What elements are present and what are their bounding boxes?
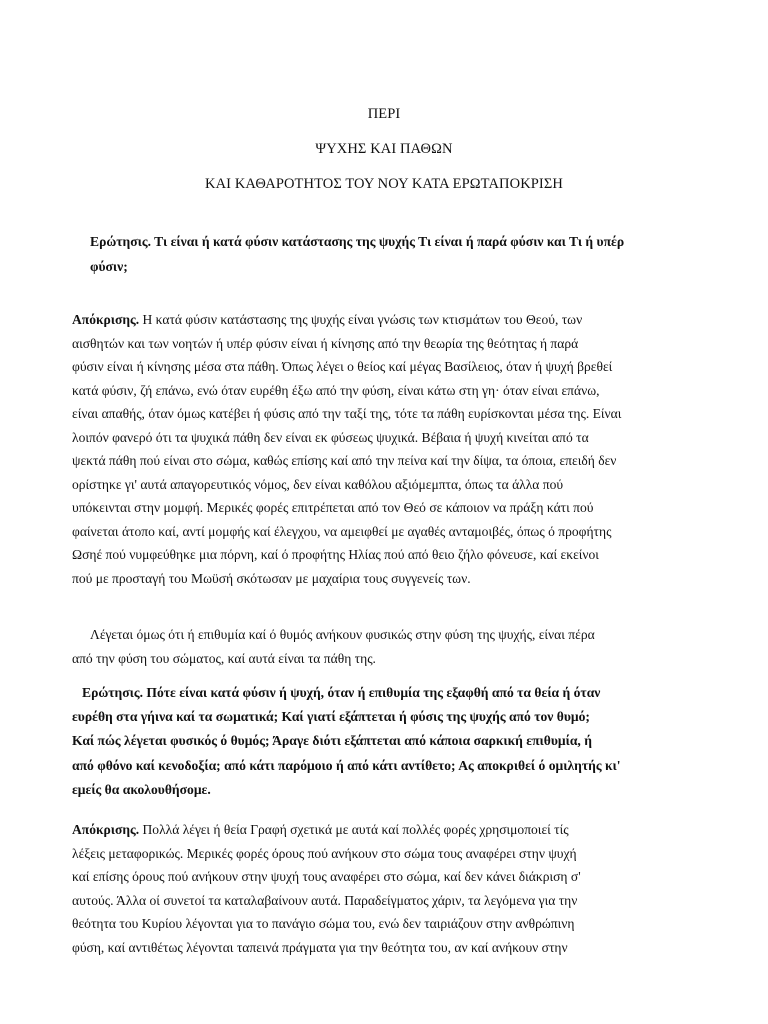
answer-1-line: πού με προσταγή του Μωϋσή σκότωσαν με μαχαίρια τους συγγενείς των.: [72, 571, 471, 587]
answer-2: [72, 818, 696, 959]
title-line-2: ΨΥΧΗΣ ΚΑΙ ΠΑΘΩΝ: [315, 141, 453, 157]
question-2: [72, 681, 696, 802]
title-line-3: ΚΑΙ ΚΑΘΑΡΟΤΗΤΟΣ ΤΟΥ ΝΟΥ ΚΑΤΑ ΕΡΩΤΑΠΟΚΡΙΣΗ: [205, 176, 563, 192]
question-1-line: φύσιν;: [90, 258, 128, 274]
question-2-line: από φθόνο καί κενοδοξία; από κάτι παρόμοιο ή από κάτι αντίθετο; Ας αποκριθεί ό ομιλητής κι': [72, 757, 621, 773]
answer-2-line: καί επίσης όρους πού ανήκουν στην ψυχή τους αναφέρει στο σώμα, καί δεν κάνει διάκριση σ': [72, 869, 581, 885]
answer-1-line: [72, 308, 696, 332]
answer-2-line: θεότητα του Κυρίου λέγονται για το πανάγιο σώμα του, ενώ δεν ταιριάζουν στην ανθρώπινη: [72, 916, 575, 932]
answer-1-line: λοιπόν φανερό ότι τα ψυχικά πάθη δεν είναι εκ φύσεως ψυχικά. Βέβαια ή ψυχή κινείται από τα: [72, 429, 589, 445]
answer-1-line: φαίνεται άτοπο καί, αντί μομφής καί έλεγχου, να αμειφθεί με αγαθές ανταμοιβές, όπως ό προφήτης: [72, 523, 612, 539]
question-2-line: εμείς θα ακολουθήσομε.: [72, 781, 211, 797]
title-line-1: ΠΕΡΙ: [367, 106, 401, 122]
answer-1-line: κατά φύσιν, ζή επάνω, ενώ όταν ευρέθη έξω από την φύση, είναι κάτω στη γη· όταν είναι επάνω,: [72, 382, 600, 398]
answer-1-line: Ωσηέ πού νυμφεύθηκε μια πόρνη, καί ό προφήτης Ηλίας πού από θειο ζήλο φόνευσε, καί εκείνοι: [72, 547, 599, 563]
question-1: [90, 230, 700, 279]
paragraph-2: [72, 623, 696, 670]
answer-2-line: φύση, καί αντιθέτως λέγονται ταπεινά πράγματα για την θεότητα του, αν καί ανήκουν στην: [72, 939, 568, 955]
answer-1-line: είναι απαθής, όταν όμως κατέβει ή φύσις από την ταξί της, τότε τα πάθη ευρίσκονται μέσα της. Είναι: [72, 406, 622, 422]
answer-1-line: ψεκτά πάθη πού είναι στο σώμα, καθώς επίσης καί από την πείνα καί την δίψα, τα όποια, επειδή δεν: [72, 453, 617, 469]
answer-1-line: αισθητών και των νοητών ή υπέρ φύσιν είναι ή κίνησης από την θεωρία της θεότητας ή παρά: [72, 335, 579, 351]
answer-2-line: [72, 818, 696, 842]
answer-1: [72, 308, 696, 591]
question-2-line: Ερώτησις. Πότε είναι κατά φύσιν ή ψυχή, όταν ή επιθυμία της εξαφθή από τα θεία ή όταν: [82, 685, 601, 700]
question-1-line: Ερώτησις. Τι είναι ή κατά φύσιν κατάστασης της ψυχής Τι είναι ή παρά φύσιν και Τι ή υπέρ: [90, 234, 625, 249]
answer-1-line: ορίστηκε γι' αυτά απαγορευτικός νόμος, δεν είναι καθόλου αξιόμεμπτα, όπως τα άλλα πού: [72, 476, 564, 492]
answer-1-label: Απόκρισης.: [72, 312, 140, 327]
answer-2-line-text: Πολλά λέγει ή θεία Γραφή σχετικά με αυτά καί πολλές φορές χρησιμοποιεί τίς: [139, 822, 569, 837]
paragraph-2-line: Λέγεται όμως ότι ή επιθυμία καί ό θυμός ανήκουν φυσικώς στην φύση της ψυχής, είναι πέρα: [90, 627, 595, 642]
answer-2-line: λέξεις μεταφορικώς. Μερικές φορές όρους πού ανήκουν στο σώμα τους αναφέρει στην ψυχή: [72, 845, 577, 861]
answer-1-line: φύσιν είναι ή κίνησης μέσα στα πάθη. Όπως λέγει ο θείος καί μέγας Βασίλειος, όταν ή ψυχή βρεθεί: [72, 359, 613, 375]
question-2-line: ευρέθη στα γήινα καί τα σωματικά; Καί γιατί εξάπτεται ή φύσις της ψυχής από τον θυμό;: [72, 709, 590, 725]
answer-1-line: υπόκεινται στην μομφή. Μερικές φορές επιτρέπεται από τον Θεό σε κάποιον να πράξη κάτι πού: [72, 500, 594, 516]
answer-2-label: Απόκρισης.: [72, 822, 140, 837]
answer-2-line: αυτούς. Άλλα οί συνετοί τα καταλαβαίνουν αυτά. Παραδείγματος χάριν, τα λεγόμενα για την: [72, 892, 578, 908]
answer-1-line-text: Η κατά φύσιν κατάστασης της ψυχής είναι γνώσις των κτισμάτων του Θεού, των: [139, 312, 583, 327]
question-2-line: Καί πώς λέγεται φυσικός ό θυμός; Άραγε διότι εξάπτεται από κάποια σαρκική επιθυμία, ή: [72, 733, 592, 749]
paragraph-2-line: από την φύση του σώματος, καί αυτά είναι τα πάθη της.: [72, 650, 376, 666]
